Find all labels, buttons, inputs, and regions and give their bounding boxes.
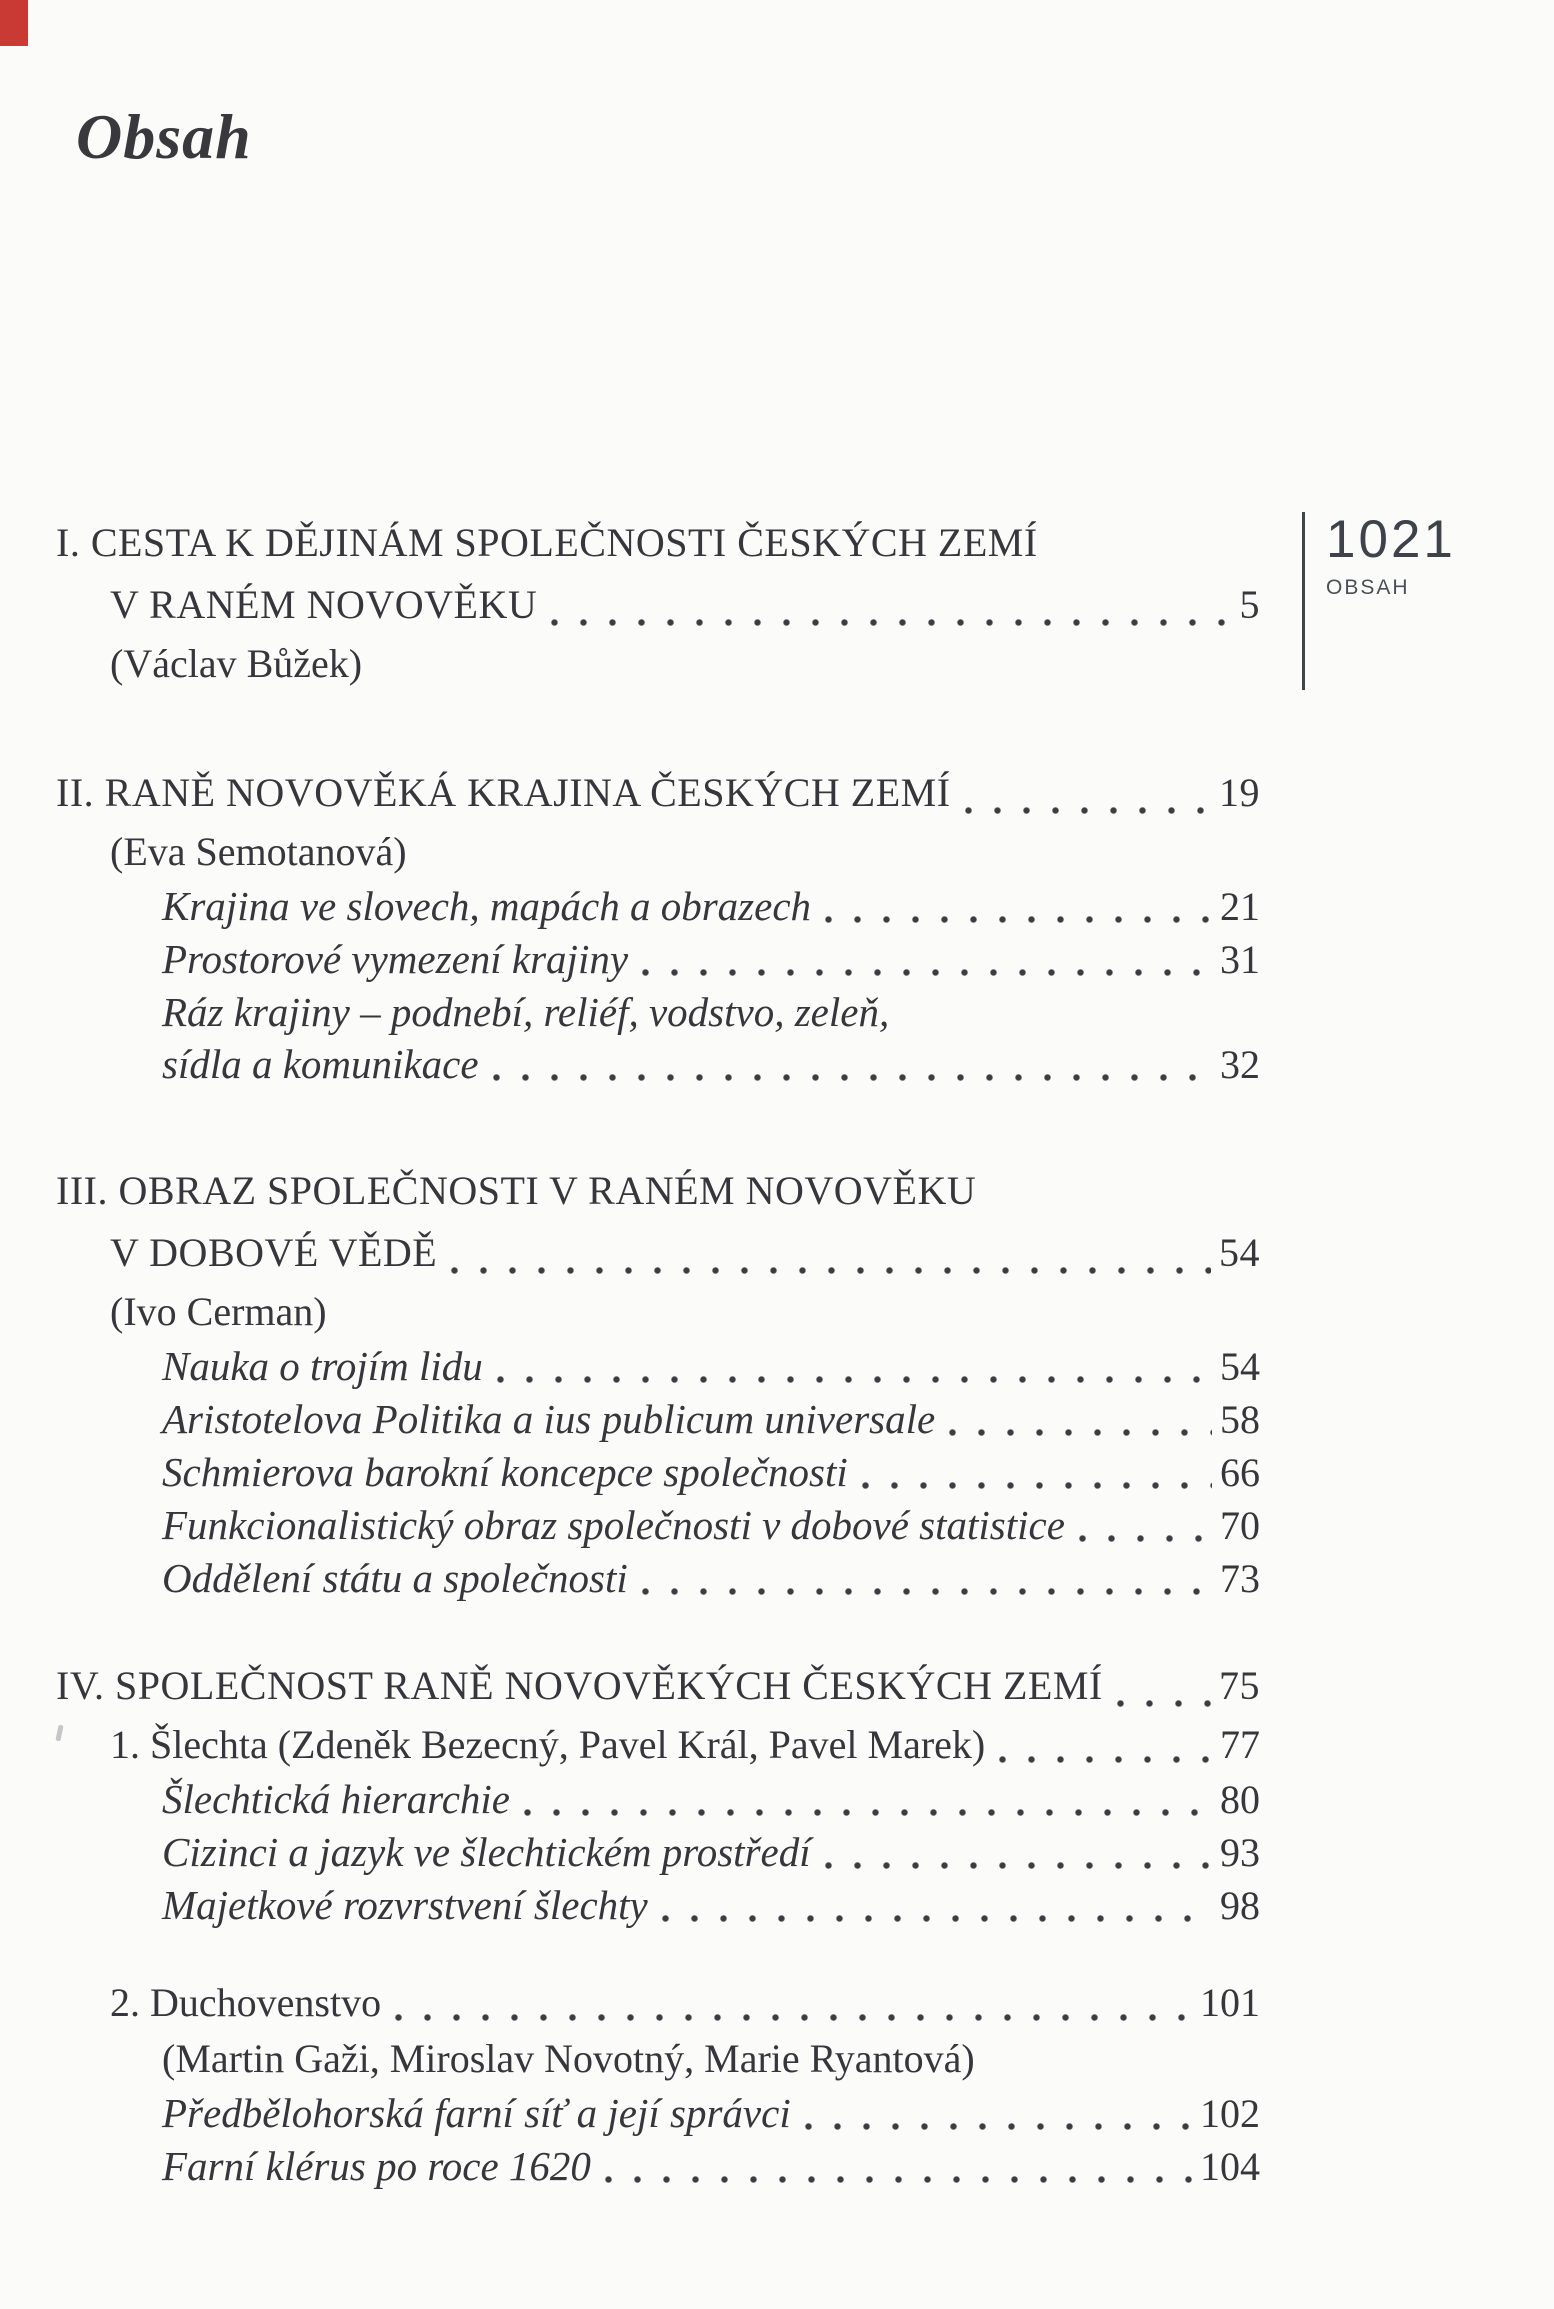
dot-leader [524,1809,1212,1816]
toc-entry: Cizinci a jazyk ve šlechtickém prostředí 93 [56,1826,1260,1879]
dot-leader [1079,1535,1212,1542]
toc-chapter-heading: 1. Šlechta (Zdeněk Bezecný, Pavel Král, Pavel Marek) 77 [56,1717,1260,1773]
toc-section-heading: IV. SPOLEČNOST RANĚ NOVOVĚKÝCH ČESKÝCH ZEMÍ 75 [56,1655,1260,1717]
toc-entry: Aristotelova Politika a ius publicum universale 58 [56,1393,1260,1446]
toc-chapter-heading: 2. Duchovenstvo 101 [56,1975,1260,2031]
toc-entry-wrap-line: Ráz krajiny – podnebí, reliéf, vodstvo, zeleň, [162,989,890,1035]
toc-author: (Václav Bůžek) [110,641,363,686]
dot-leader [551,619,1231,626]
dot-leader [805,2123,1192,2130]
toc-section-heading: III. OBRAZ SPOLEČNOSTI V RANÉM NOVOVĚKU [56,1168,977,1213]
toc-entry: Krajina ve slovech, mapách a obrazech 21 [56,880,1260,933]
toc-page-number: 104 [1200,2144,1260,2189]
toc-section-heading-wrap: V DOBOVÉ VĚDĚ 54 [56,1222,1260,1284]
toc-page-number: 70 [1220,1503,1260,1548]
toc-entry: Farní klérus po roce 1620 104 [56,2140,1260,2193]
toc-section-heading-wrap: V RANÉM NOVOVĚKU 5 [56,574,1260,636]
toc-entry: Šlechtická hierarchie 80 [56,1773,1260,1826]
toc-entry: Majetkové rozvrstvení šlechty 98 [56,1879,1260,1932]
toc-section-3 [56,1160,1260,1605]
marginalia-label: OBSAH [1326,575,1410,599]
dot-leader [642,1588,1212,1595]
toc-page-number: 75 [1219,1663,1260,1708]
dot-leader [949,1429,1212,1436]
toc-section-2 [56,762,1260,1091]
marginalia-page-number: 1021 [1326,510,1456,569]
toc-entry: Funkcionalistický obraz společnosti v dobové statistice 70 [56,1499,1260,1552]
dot-leader [605,2176,1192,2183]
toc-page-number: 19 [1219,770,1260,815]
toc-page-number: 31 [1220,937,1260,982]
toc-author: (Ivo Cerman) [110,1289,327,1334]
dot-leader [825,1862,1212,1869]
toc-entry: sídla a komunikace 32 [56,1038,1260,1091]
toc-page-number: 21 [1220,884,1260,929]
toc-page-number: 32 [1220,1042,1260,1087]
dot-leader [493,1074,1212,1081]
toc-page-number: 73 [1220,1556,1260,1601]
toc-page-number: 80 [1220,1777,1260,1822]
toc-entry: Nauka o trojím lidu 54 [56,1340,1260,1393]
dot-leader [965,807,1211,814]
toc-page-number: 66 [1220,1450,1260,1495]
toc-entry: Schmierova barokní koncepce společnosti 66 [56,1446,1260,1499]
dot-leader [862,1482,1212,1489]
dot-leader [642,969,1212,976]
dot-leader [451,1267,1211,1274]
dot-leader [395,2014,1192,2021]
toc-page-number: 93 [1220,1830,1260,1875]
page-title: Obsah [76,101,252,172]
toc-author: (Martin Gaži, Miroslav Novotný, Marie Ryantová) [162,2036,975,2081]
toc-page-number: 54 [1219,1230,1260,1275]
marginalia-block [1302,512,1456,690]
toc-section-heading: I. CESTA K DĚJINÁM SPOLEČNOSTI ČESKÝCH ZEMÍ [56,520,1038,565]
dot-leader [825,916,1212,923]
toc-page-number: 54 [1220,1344,1260,1389]
toc-page-number: 5 [1239,582,1260,627]
toc-section-4-chapter-2 [56,1975,1260,2193]
toc-entry: Oddělení státu a společnosti 73 [56,1552,1260,1605]
toc-page-number: 101 [1200,1980,1260,2025]
dot-leader [497,1376,1212,1383]
toc-section-heading: II. RANĚ NOVOVĚKÁ KRAJINA ČESKÝCH ZEMÍ 19 [56,762,1260,824]
dot-leader [1117,1700,1211,1707]
toc-page-number: 77 [1220,1722,1260,1767]
toc-entry: Prostorové vymezení krajiny 31 [56,933,1260,986]
dot-leader [999,1756,1212,1763]
page-corner-red-mark [0,0,28,46]
toc-entry: Předbělohorská farní síť a její správci 102 [56,2087,1260,2140]
toc-section-4 [56,1655,1260,1932]
toc-author: (Eva Semotanová) [110,829,407,874]
toc-page-number: 102 [1200,2091,1260,2136]
toc-page-number: 98 [1220,1883,1260,1928]
toc-section-1 [56,512,1260,692]
dot-leader [662,1915,1212,1922]
toc-page-number: 58 [1220,1397,1260,1442]
